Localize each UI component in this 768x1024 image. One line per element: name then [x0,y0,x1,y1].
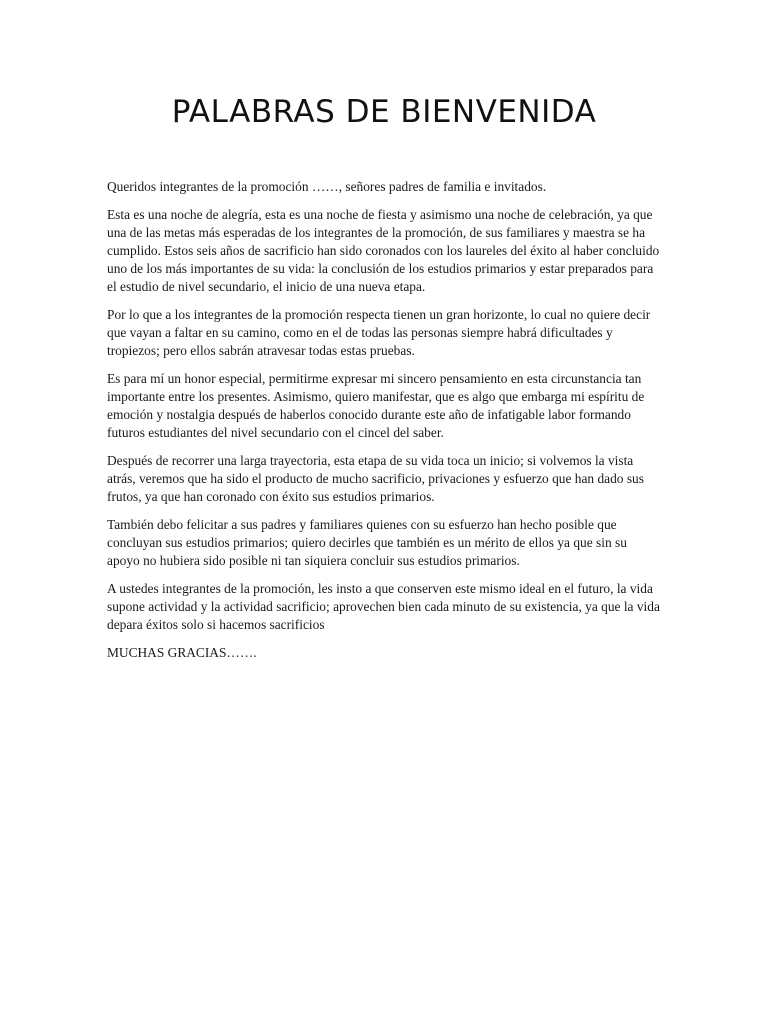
document-title: PALABRAS DE BIENVENIDA [171,94,597,130]
paragraph-horizon: Por lo que a los integrantes de la promoción respecta tienen un gran horizonte, lo cual no quiere decir que vayan a faltar en su camino, como en el de todas las personas siempre habrá dificultades y tropiezos; pero ellos sabrán atravesar todas estas pruebas. [107,307,651,358]
paragraph-parents: También debo felicitar a sus padres y familiares quienes con su esfuerzo han hecho posible que concluyan sus estudios primarios; quiero decirles que también es un mérito de ellos ya que sin su apoyo no hubiera sido posible ni tan siquiera concluir sus estudios primarios. [107,517,627,568]
paragraph-celebration: Esta es una noche de alegría, esta es una noche de fiesta y asimismo una noche de celebración, ya que una de las metas más esperadas de los integrantes de la promoción, de sus familiares y maestra se ha cumplido. Estos seis años de sacrificio han sido coronados con los laureles del éxito al haber concluido uno de los más importantes de su vida: la conclusión de los estudios primarios y estar preparados para el estudio de nivel secundario, el inicio de una nueva etapa. [107,207,660,294]
document-body [107,178,662,672]
paragraph-exhortation: A ustedes integrantes de la promoción, les insto a que conserven este mismo ideal en el futuro, la vida supone actividad y la actividad sacrificio; aprovechen bien cada minuto de su existencia, ya que la vida depara éxitos solo si hacemos sacrificios [107,581,660,632]
paragraph-closing: MUCHAS GRACIAS……. [107,645,257,660]
paragraph-honor: Es para mí un honor especial, permitirme expresar mi sincero pensamiento en esta circunstancia tan importante entre los presentes. Asimismo, quiero manifestar, que es algo que embarga mi espíritu de emoción y nostalgia después de haberlos conocido durante este año de infatigable labor formando futuros estudiantes del nivel secundario con el cincel del saber. [107,371,645,440]
paragraph-greeting: Queridos integrantes de la promoción ……, señores padres de familia e invitados. [107,179,547,194]
paragraph-trajectory: Después de recorrer una larga trayectoria, esta etapa de su vida toca un inicio; si volvemos la vista atrás, veremos que ha sido el producto de mucho sacrificio, privaciones y esfuerzo que han dado sus frutos, ya que han coronado con éxito sus estudios primarios. [107,453,644,504]
